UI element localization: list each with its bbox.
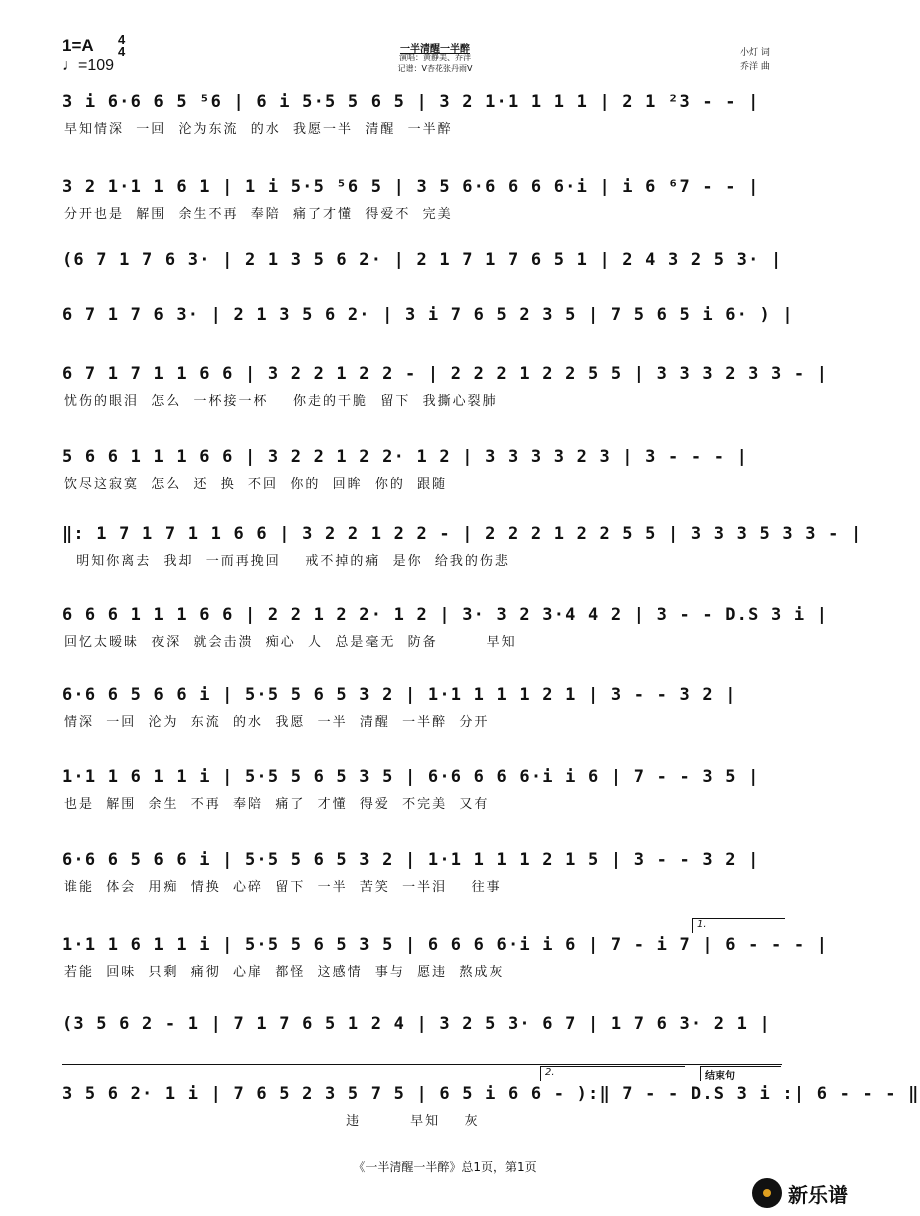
tempo-marking: ♩=109 [62, 57, 115, 74]
score-system-4 [62, 305, 794, 353]
score-system-8 [62, 605, 829, 653]
notation-line: 6 6 6 1 1 1 6 6 | 2 2 1 2 2· 1 2 | 3· 3 2 3·4 4 2 | 3 - - D.S 3 i | [62, 605, 829, 625]
credits [320, 52, 550, 74]
transcriber-credit: 记谱：V杏花张丹雨V [397, 64, 473, 73]
notation-line: 5 6 6 1 1 1 6 6 | 3 2 2 1 2 2· 1 2 | 3 3 3 3 2 3 | 3 - - - | [62, 447, 749, 467]
record-disc-icon [752, 1178, 782, 1208]
site-logo [752, 1176, 848, 1210]
lyric-line: 饮尽这寂寞 怎么 还 换 不回 你的 回眸 你的 跟随 [64, 477, 448, 492]
score-system-2 [62, 177, 782, 225]
lyric-line: 忧伤的眼泪 怎么 一杯接一杯 你走的干脆 留下 我撕心裂肺 [64, 394, 498, 409]
score-system-3 [62, 250, 782, 298]
notation-line: 6 7 1 7 6 3· | 2 1 3 5 6 2· | 3 i 7 6 5 2 3 5 | 7 5 6 5 i 6· ) | [62, 305, 794, 325]
lyric-line: 早知情深 一回 沦为东流 的水 我愿一半 清醒 一半醉 [64, 122, 453, 137]
notation-line: 6·6 6 5 6 6 i | 5·5 5 6 5 3 2 | 1·1 1 1 1 2 1 | 3 - - 3 2 | [62, 685, 737, 705]
notation-line: 1·1 1 6 1 1 i | 5·5 5 6 5 3 5 | 6·6 6 6 6·i i 6 | 7 - - 3 5 | [62, 767, 760, 787]
first-ending-label: 1. [697, 919, 707, 930]
notation-line: (6 7 1 7 6 3· | 2 1 3 5 6 2· | 2 1 7 1 7 6 5 1 | 2 4 3 2 5 3· | [62, 250, 783, 270]
score-system-11 [62, 850, 782, 898]
notation-line: 6 7 1 7 1 1 6 6 | 3 2 2 1 2 2 - | 2 2 2 1 2 2 5 5 | 3 3 3 2 3 3 - | [62, 364, 829, 384]
meter-top: 4 [118, 32, 126, 47]
notation-line: (3 5 6 2 - 1 | 7 1 7 6 5 1 2 4 | 3 2 5 3· 6 7 | 1 7 6 3· 2 1 | [62, 1014, 771, 1034]
composer-credit: 乔洋 曲 [740, 62, 770, 72]
author-credits [740, 46, 770, 74]
lyric-line [64, 276, 780, 296]
score-system-5 [62, 364, 829, 412]
notation-line: ‖: 1 7 1 7 1 1 6 6 | 3 2 2 1 2 2 - | 2 2 2 1 2 2 5 5 | 3 3 3 5 3 3 - | [62, 524, 863, 544]
score-system-1 [62, 92, 782, 140]
coda-bracket [700, 1066, 781, 1081]
notation-line: 6·6 6 5 6 6 i | 5·5 5 6 5 3 2 | 1·1 1 1 1 2 1 5 | 3 - - 3 2 | [62, 850, 760, 870]
score-system-6 [62, 447, 782, 495]
lyric-line [64, 331, 780, 351]
score-system-12 [62, 935, 829, 983]
lyric-line: 分开也是 解围 余生不再 奉陪 痛了才懂 得爱不 完美 [64, 207, 453, 222]
first-ending-bracket [692, 918, 785, 933]
song-title: 一半清醒一半醉 [400, 44, 470, 55]
score-system-13 [62, 1014, 782, 1062]
score-system-7 [62, 524, 863, 572]
lyric-line: 违 早知 灰 [64, 1114, 480, 1129]
key-signature: 1=A [62, 36, 94, 55]
notation-line: 3 2 1·1 1 6 1 | 1 i 5·5 ⁵6 5 | 3 5 6·6 6 6 6·i | i 6 ⁶7 - - | [62, 177, 760, 197]
second-ending-bracket [540, 1066, 685, 1081]
lyric-line: 若能 回味 只剩 痛彻 心扉 都怪 这感情 事与 愿违 熬成灰 [64, 965, 505, 980]
lyric-line: 也是 解围 余生 不再 奉陪 痛了 才懂 得爱 不完美 又有 [64, 797, 490, 812]
lyric-line [64, 1040, 780, 1060]
notation-line: 3 i 6·6 6 5 ⁵6 | 6 i 5·5 5 6 5 | 3 2 1·1 1 1 1 | 2 1 ²3 - - | [62, 92, 760, 112]
meter-bottom: 4 [118, 44, 126, 59]
score-system-10 [62, 767, 782, 815]
coda-label: 结束句 [705, 1071, 735, 1082]
time-signature [118, 34, 125, 58]
second-ending-label: 2. [545, 1067, 555, 1078]
performer-credit: 演唱：黄静美、乔洋 [399, 53, 471, 62]
lyric-line: 明知你离去 我却 一而再挽回 戒不掉的痛 是你 给我的伤悲 [64, 554, 510, 569]
page-footer: 《一半清醒一半醉》总1页，第1页 [353, 1160, 537, 1174]
logo-text: 新乐谱 [788, 1182, 848, 1207]
lyric-line: 情深 一回 沦为 东流 的水 我愿 一半 清醒 一半醉 分开 [64, 715, 490, 730]
lyric-line: 回忆太暧昧 夜深 就会击溃 痴心 人 总是毫无 防备 早知 [64, 635, 517, 650]
lyricist-credit: 小灯 词 [740, 48, 770, 58]
lyric-line: 谁能 体会 用痴 情换 心碎 留下 一半 苦笑 一半泪 往事 [64, 880, 502, 895]
notation-line: 1·1 1 6 1 1 i | 5·5 5 6 5 3 5 | 6 6 6 6·i i 6 | 7 - i 7 | 6 - - - | [62, 935, 829, 955]
score-system-9 [62, 685, 782, 733]
score-system-14 [62, 1084, 920, 1132]
notation-line: 3 5 6 2· 1 i | 7 6 5 2 3 5 7 5 | 6 5 i 6 6 - ):‖ 7 - - D.S 3 i :| 6 - - - ‖ [62, 1084, 920, 1104]
system-divider [62, 1064, 782, 1065]
